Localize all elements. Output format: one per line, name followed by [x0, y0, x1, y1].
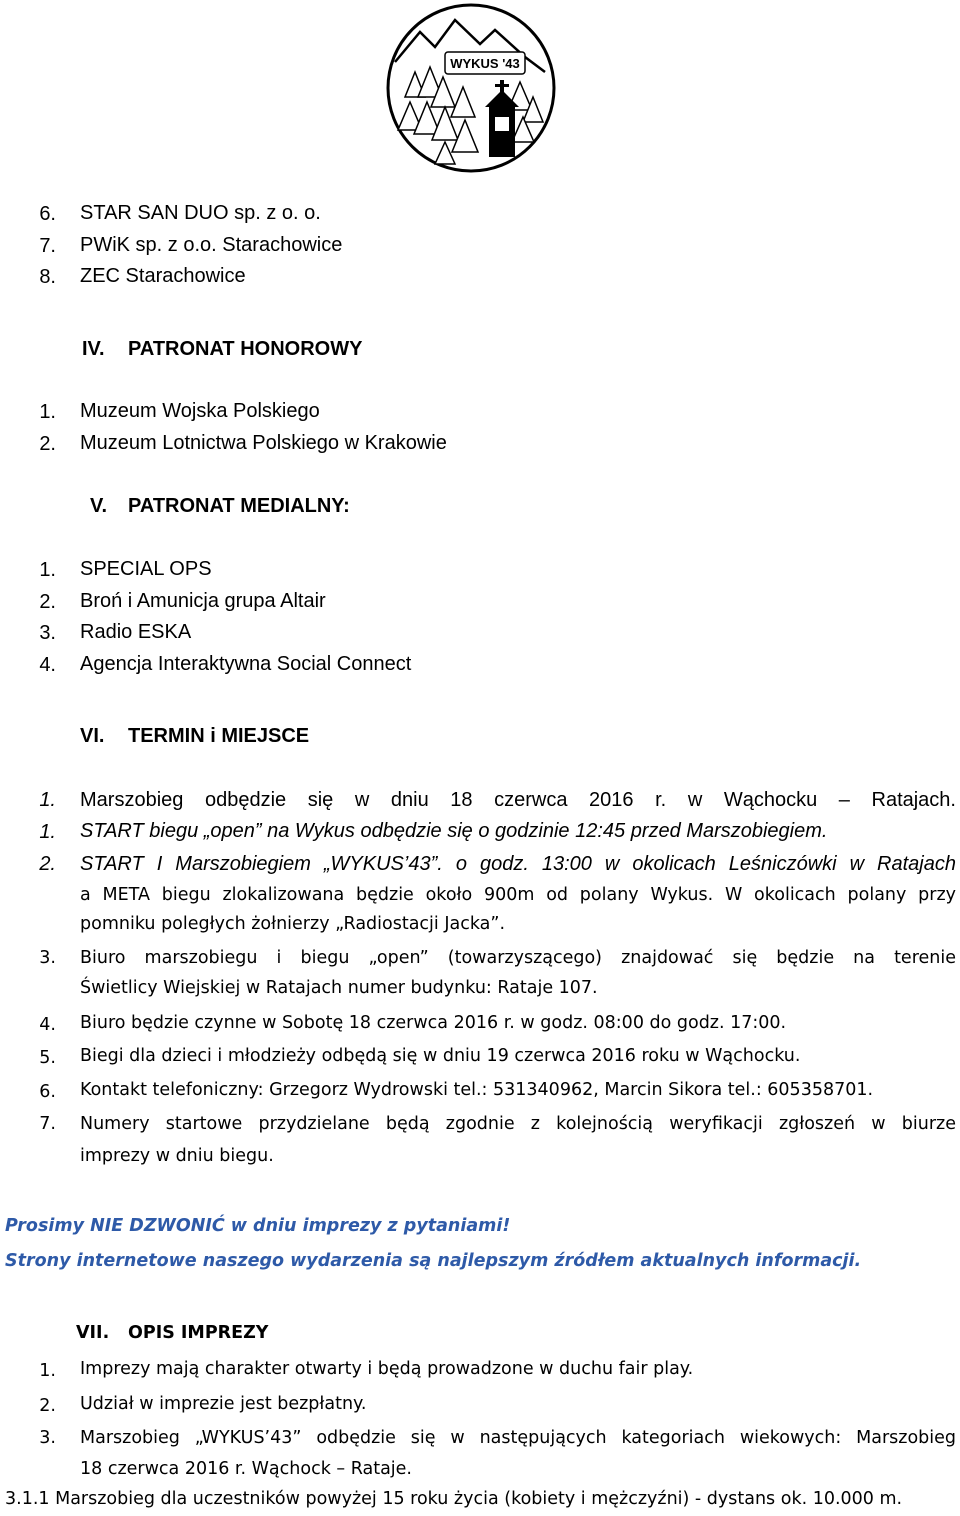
sponsor-item: STAR SAN DUO sp. z o. o.: [80, 202, 321, 224]
termin-item-cont: a META biegu zlokalizowana będzie około 900m od polany Wykus. W okolicach polany przy: [80, 885, 956, 905]
list-number: 1.: [39, 401, 56, 423]
section-heading: PATRONAT HONOROWY: [128, 338, 363, 360]
termin-item-cont: Świetlicy Wiejskiej w Ratajach numer budynku: Rataje 107.: [80, 978, 598, 998]
sponsor-item: ZEC Starachowice: [80, 265, 246, 287]
media-item: SPECIAL OPS: [80, 558, 212, 580]
termin-item: START I Marszobiegiem „WYKUS’43”. o godz. 13:00 w okolicach Leśniczówki w Ratajach: [80, 853, 956, 875]
list-number: 1.: [39, 821, 56, 843]
wykus-43-logo: [385, 2, 557, 174]
termin-item-cont: imprezy w dniu biegu.: [80, 1146, 274, 1166]
notice-website: Strony internetowe naszego wydarzenia są najlepszym źródłem aktualnych informacji.: [5, 1251, 862, 1271]
list-number: 1.: [39, 1361, 56, 1381]
list-number: 1.: [39, 789, 56, 811]
termin-item: Biuro marszobiegu i biegu „open” (towarzyszącego) znajdować się będzie na terenie: [80, 948, 956, 968]
section-number: VII.: [76, 1323, 110, 1343]
list-number: 2.: [39, 853, 56, 875]
list-number: 5.: [39, 1048, 56, 1068]
opis-item-cont: 18 czerwca 2016 r. Wąchock – Rataje.: [80, 1459, 412, 1479]
opis-item: Marszobieg „WYKUS’43” odbędzie się w następujących kategoriach wiekowych: Marszobieg: [80, 1428, 956, 1448]
list-number: 4.: [39, 654, 56, 676]
termin-item: Marszobieg odbędzie się w dniu 18 czerwca 2016 r. w Wąchocku – Ratajach.: [80, 789, 956, 811]
media-item: Agencja Interaktywna Social Connect: [80, 653, 412, 675]
list-number: 1.: [39, 559, 56, 581]
list-number: 4.: [39, 1015, 56, 1035]
list-number: 8.: [39, 266, 56, 288]
termin-item: START biegu „open” na Wykus odbędzie się o godzinie 12:45 przed Marszobiegiem.: [80, 820, 828, 842]
list-number: 2.: [39, 433, 56, 455]
section-number: V.: [90, 495, 108, 517]
termin-item: Kontakt telefoniczny: Grzegorz Wydrowski tel.: 531340962, Marcin Sikora tel.: 605358701.: [80, 1080, 874, 1100]
notice-no-calls: Prosimy NIE DZWONIĆ w dniu imprezy z pytaniami!: [5, 1216, 511, 1236]
list-number: 7.: [39, 235, 56, 257]
honorary-item: Muzeum Lotnictwa Polskiego w Krakowie: [80, 432, 447, 454]
list-number: 3.: [39, 948, 56, 968]
section-heading: PATRONAT MEDIALNY:: [128, 495, 350, 517]
termin-item: Biegi dla dzieci i młodzieży odbędą się w dniu 19 czerwca 2016 roku w Wąchocku.: [80, 1046, 801, 1066]
section-number: VI.: [80, 725, 105, 747]
list-number: 6.: [39, 1082, 56, 1102]
list-number: 7.: [39, 1114, 56, 1134]
media-item: Broń i Amunicja grupa Altair: [80, 590, 326, 612]
sub-item-3-1-1: 3.1.1 Marszobieg dla uczestników powyżej 15 roku życia (kobiety i mężczyźni) - dystans ok. 10.000 m.: [5, 1489, 903, 1509]
section-heading: OPIS IMPREZY: [128, 1323, 269, 1343]
list-number: 3.: [39, 622, 56, 644]
list-number: 2.: [39, 1396, 56, 1416]
honorary-item: Muzeum Wojska Polskiego: [80, 400, 320, 422]
section-number: IV.: [82, 338, 105, 360]
media-item: Radio ESKA: [80, 621, 192, 643]
list-number: 6.: [39, 203, 56, 225]
termin-item: Numery startowe przydzielane będą zgodnie z kolejnością weryfikacji zgłoszeń w biurze: [80, 1114, 956, 1134]
opis-item: Udział w imprezie jest bezpłatny.: [80, 1394, 367, 1414]
list-number: 2.: [39, 591, 56, 613]
termin-item-cont: pomniku poległych żołnierzy „Radiostacji Jacka”.: [80, 914, 506, 934]
termin-item: Biuro będzie czynne w Sobotę 18 czerwca 2016 r. w godz. 08:00 do godz. 17:00.: [80, 1013, 787, 1033]
section-heading: TERMIN i MIEJSCE: [128, 725, 310, 747]
sponsor-item: PWiK sp. z o.o. Starachowice: [80, 234, 343, 256]
opis-item: Imprezy mają charakter otwarty i będą prowadzone w duchu fair play.: [80, 1359, 694, 1379]
list-number: 3.: [39, 1428, 56, 1448]
logo-text: WYKUS '43: [450, 56, 520, 71]
